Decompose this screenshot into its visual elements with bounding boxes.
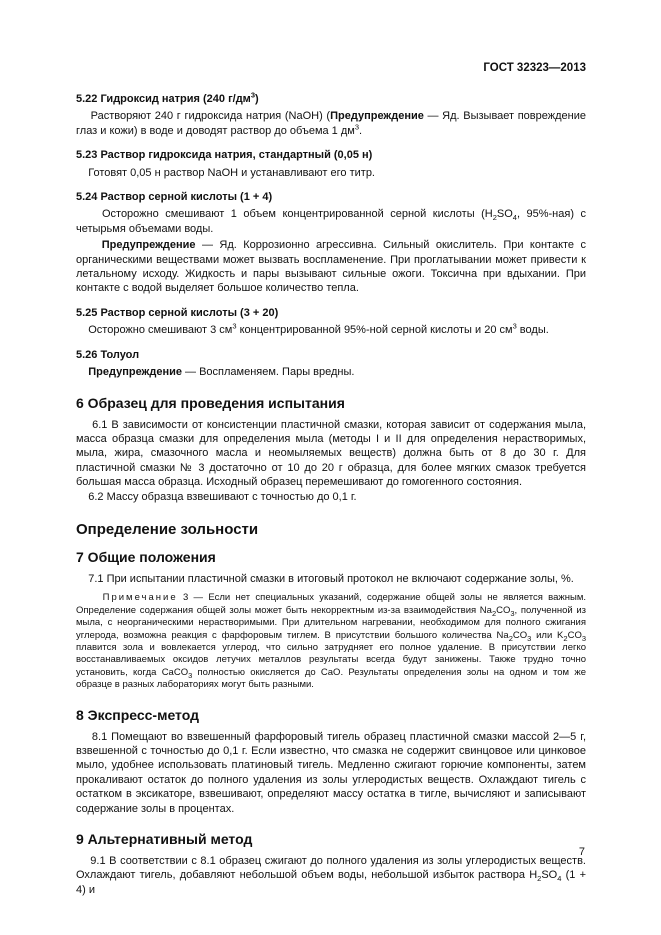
document-id-header: ГОСТ 32323—2013	[483, 62, 586, 74]
section-7-title: 7 Общие положения	[76, 548, 216, 565]
section-5-22-text: Растворяют 240 г гидроксида натрия (NaOH) (Предупреждение — Яд. Вызывает повреждение глаз и кожи) в воде и доводят раствор до объема 1 $дм^3$.	[76, 110, 586, 137]
section-7-1-text: 7.1 При испытании пластичной смазки в итоговый протокол не включают содержание золы, %.	[88, 572, 574, 585]
part-title: Определение зольности	[76, 520, 259, 538]
section-5-24-warning: Предупреждение — Яд. Коррозионно агрессивна. Сильный окислитель. При контакте с органическими веществами может вызвать воспламенение. При проглатывании может привести к летальному исходу. Жидкость и пары вызывают сильные ожоги. Токсична при вдыхании. При контакте с водой выделяет большое количество тепла.	[76, 239, 586, 295]
section-5-25-text: Осторожно смешивают 3 $см^3$ концентрированной 95%-ной серной кислоты и 20 $см^3$ воды.	[88, 321, 549, 337]
section-8-title: 8 Экспресс-метод	[76, 706, 199, 723]
page-number: 7	[578, 846, 585, 858]
note-label: Примечание	[102, 592, 178, 604]
section-5-22-title: 5.22 Гидроксид натрия (240 $г/дм^3$)	[76, 90, 259, 105]
section-9-1-text: 9.1 В соответствии с 8.1 образец сжигают до полного удаления из золы углеродистых веществ. Охлаждают тигель, добавляют небольшой объем воды, небольшой избыток раствора $H_2SO_4$ (1 + 4) и	[76, 855, 586, 896]
section-5-23-text: Готовят 0,05 н раствор NaOH и устанавливают его титр.	[88, 166, 375, 179]
section-5-26-title: 5.26 Толуол	[76, 348, 140, 361]
section-6-title: 6 Образец для проведения испытания	[76, 394, 345, 411]
section-5-23-title: 5.23 Раствор гидроксида натрия, стандартный (0,05 н)	[76, 149, 373, 162]
section-8-1-text: 8.1 Помещают во взвешенный фарфоровый тигель образец пластичной смазки массой 2—5 г, взвешенной с точностью до 0,1 г. Если известно, что смазка не содержит свинцовое или цинковое мыло, удобнее использовать платиновый тигель. Медленно сжигают горючие компоненты, затем прокаливают остаток до полного удаления из золы углеродистых веществ. Охлаждают тигель с остатком в эксикаторе, взвешивают, определяют массу остатка в тигле, вычисляют и записывают содержание золы в процентах.	[76, 730, 586, 815]
section-5-26-warning: Предупреждение — Воспламеняем. Пары вредны.	[88, 366, 355, 379]
section-5-24-title: 5.24 Раствор серной кислоты (1 + 4)	[76, 191, 273, 204]
note-3: Примечание 3 — Если нет специальных указаний, содержание общей золы не является важным. Определение содержания общей золы может быть некорректным из-за взаимодействия $Na_2CO_3$, полученной из мыла, с неорганическими нерастворимыми. При длительном нагревании, необходимом для полного сжигания углерода, возможна реакция с фарфоровым тиглем. В присутствии большого количества $Na_2CO_3$ или $K_2CO_3$ плавится зола и вовлекается углерод, что сильно затрудняет его полное удаление. В присутствии легко восстанавливаемых оксидов летучих металлов результаты всегда будут занижены. Также трудно точно установить, когда CaCO$_3$ полностью окисляется до CaO. Результаты определения золы на одном и том же образце в разных лабораториях могут быть разными.	[76, 592, 586, 691]
section-6-1-text: 6.1 В зависимости от консистенции пластичной смазки, которая зависит от содержания мыла, масса образца смазки для определения мыла (методы I и II для определения нерастворимых, мыла, жира, смазочного масла и неомыляемых веществ) должна быть от 8 до 30 г. Для пластичной смазки № 3 достаточно от 10 до 20 г образца, для более мягких смазок требуется большая масса образца. Исходный образец перемешивают до гомогенного состояния.	[76, 418, 586, 489]
section-9-title: 9 Альтернативный метод	[76, 831, 253, 848]
section-5-24-text: Осторожно смешивают 1 объем концентрированной серной кислоты ($H_2SO_4$, 95%-ная) с четырьмя объемами воды.	[76, 208, 586, 235]
section-5-25-title: 5.25 Раствор серной кислоты (3 + 20)	[76, 306, 279, 319]
section-6-2-text: 6.2 Массу образца взвешивают с точностью до 0,1 г.	[88, 490, 357, 503]
page-content	[76, 92, 586, 897]
